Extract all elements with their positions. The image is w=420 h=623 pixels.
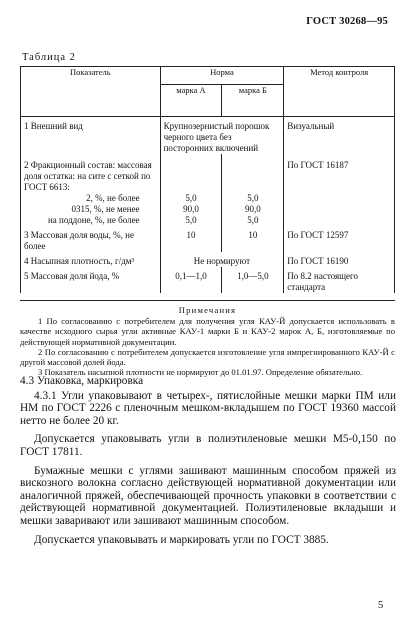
table-row (21, 252, 395, 267)
row-norm-value: Крупнозернистый порошок черного цвета без посторонних включений (160, 117, 284, 155)
table-row (21, 154, 395, 193)
column-header-indicator: Показатель (21, 67, 161, 117)
table-caption: Таблица 2 (22, 52, 76, 63)
row-method (284, 215, 395, 226)
row-grade-b: 90,0 (222, 204, 284, 215)
row-grade-b (222, 154, 284, 193)
document-code: ГОСТ 30268—95 (306, 16, 388, 27)
row-indicator: 0315, %, не менее (21, 204, 161, 215)
column-header-method: Метод контроля (284, 67, 395, 117)
table-row (21, 193, 395, 204)
row-grade-a (160, 154, 222, 193)
column-header-grade-b: марка Б (222, 85, 284, 117)
row-method: По 8.2 настоящего стандарта (284, 267, 395, 293)
paragraph: Допускается упаковывать угли в полиэтиленовые мешки М5-0,150 по ГОСТ 17811. (20, 433, 396, 458)
row-grade-a: 10 (160, 226, 222, 252)
column-header-grade-a: марка А (160, 85, 222, 117)
row-indicator: 1 Внешний вид (21, 117, 161, 155)
table-notes (20, 300, 395, 377)
note-item: 3 Показатель насыпной плотности не нормируют до 01.01.97. Определение обязательно. (38, 367, 363, 378)
note-item: 2 По согласованию с потребителем допускается изготовление угля импрегнированного КАУ-Й с другой массовой долей йода. (20, 346, 395, 368)
table-row (21, 267, 395, 293)
specifications-table (20, 66, 395, 293)
note-item: 1 По согласованию с потребителем для получения угля КАУ-Й допускается использовать в качестве исходного сырья угли активные КАУ-1 марки Б и КАУ-2 марок А, Б, изготовляемые по действующей нормативной документации. (20, 316, 395, 347)
table-row (21, 204, 395, 215)
row-indicator: 5 Массовая доля йода, % (21, 267, 161, 293)
column-header-norm: Норма (160, 67, 284, 85)
row-method: По ГОСТ 16187 (284, 154, 395, 193)
table-row (21, 226, 395, 252)
body-text (20, 375, 396, 552)
row-indicator: 2 Фракционный состав: массовая доля остатка: на сите с сеткой по ГОСТ 6613: (21, 154, 161, 193)
notes-title: Примечания (178, 305, 237, 315)
page-number: 5 (378, 600, 384, 611)
row-norm-value: Не нормируют (160, 252, 284, 267)
row-grade-a: 5,0 (160, 215, 222, 226)
row-grade-b: 1,0—5,0 (222, 267, 284, 293)
table-row (21, 117, 395, 155)
row-indicator: 3 Массовая доля воды, %, не более (21, 226, 161, 252)
row-indicator: 4 Насыпная плотность, г/дм³ (21, 252, 161, 267)
row-method (284, 204, 395, 215)
row-method: Визуальный (284, 117, 395, 155)
section-title: 4.3 Упаковка, маркировка (20, 375, 144, 387)
paragraph: 4.3.1 Угли упаковывают в четырех-, пятислойные мешки марки ПМ или НМ по ГОСТ 2226 с пленочным мешком-вкладышем по ГОСТ 19360 массой нетто не более 20 кг. (20, 389, 396, 427)
table-row (21, 215, 395, 226)
row-grade-b: 5,0 (222, 215, 284, 226)
row-grade-a: 5,0 (160, 193, 222, 204)
row-grade-b: 10 (222, 226, 284, 252)
row-grade-a: 90,0 (160, 204, 222, 215)
row-method (284, 193, 395, 204)
row-indicator: 2, %, не более (21, 193, 161, 204)
row-indicator: на поддоне, %, не более (21, 215, 161, 226)
row-method: По ГОСТ 12597 (284, 226, 395, 252)
row-grade-a: 0,1—1,0 (160, 267, 222, 293)
row-method: По ГОСТ 16190 (284, 252, 395, 267)
paragraph: Бумажные мешки с углями зашивают машинным способом пряжей из вискозного волокна согласно действующей нормативной документации или аналогичной пряжей, обеспечивающей прочность упаковки в соответствии с действующей нормативной документацией. Полиэтиленовые вкладыши и мешки заваривают или зашивают машинным способом. (20, 464, 396, 527)
row-grade-b: 5,0 (222, 193, 284, 204)
paragraph: Допускается упаковывать и маркировать угли по ГОСТ 3885. (34, 533, 329, 546)
